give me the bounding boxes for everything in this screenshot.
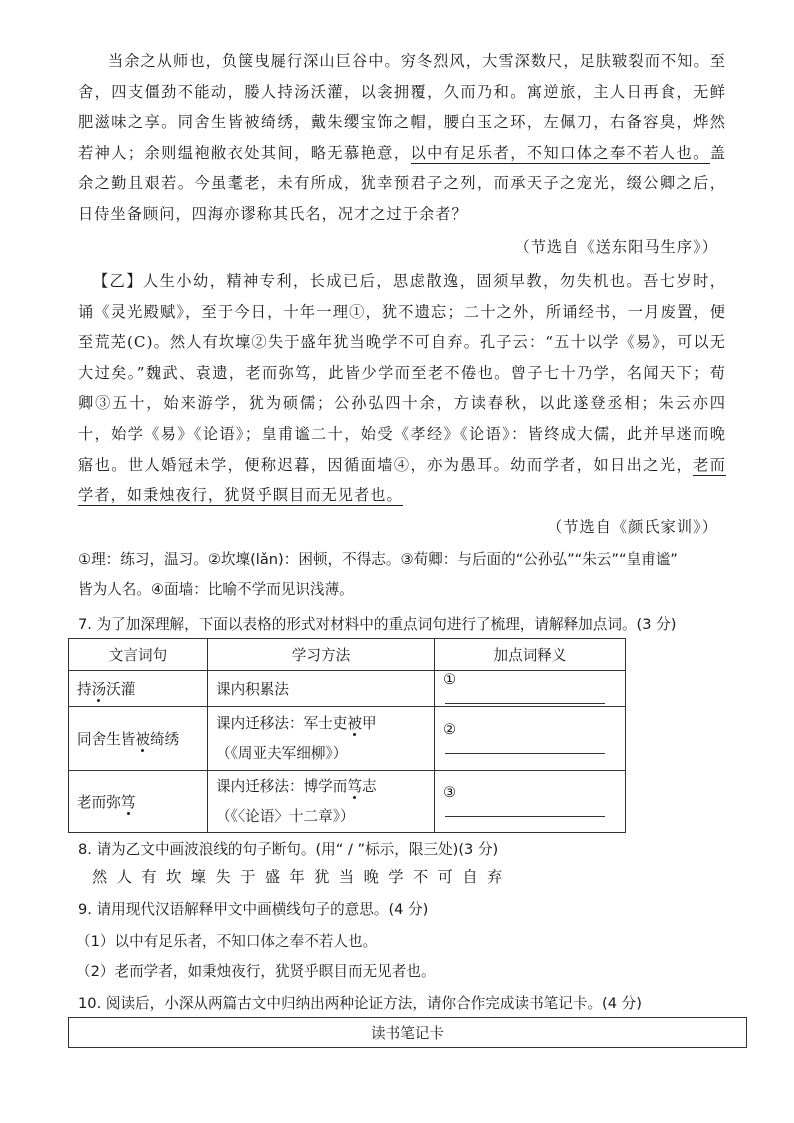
note-line-2: 皆为人名。④面墙：比喻不学而见识浅薄。 [78,581,354,598]
answer-blank-1[interactable] [445,688,605,704]
row1-phrase-post: 沃灌 [106,681,136,698]
row2-phrase-post: 绮绣 [150,731,180,748]
jia-line-6: 顾问，四海亦谬称其氏名，况才之过于余者？ [142,204,468,223]
jia-line-5: 且艰若。今虽耄老，未有所成，犹幸预君子之列，而承天子之宠光，缀公卿之后，日侍坐备 [78,174,726,223]
jia-line-2: 舍，四支僵劲不能动，媵人持汤沃灌，以衾拥覆，久而乃和。寓逆旅，主人日再食，无鲜肥 [78,82,726,132]
header-meaning: 加点词释义 [435,639,626,671]
answer-blank-2[interactable] [445,738,605,754]
jia-source: （节选自《送东阳马生序》） [514,238,718,256]
yi-underlined-sentence-b: 如秉烛夜行，犹贤乎瞑目而无见者也。 [126,486,403,505]
yi-underlined-sentence-a: 老而学者， [78,455,726,505]
row2-number: ② [443,721,457,738]
row1-phrase-pre: 持 [77,681,92,698]
row1-dotted-word: 汤 [91,681,107,698]
jia-line-3: 滋味之享。同舍生皆被绮绣，戴朱缨宝饰之帽，腰白玉之环，左佩刀，右备容臭，烨然若神 [78,113,726,162]
row3-phrase [69,771,208,833]
yi-line-3: 至荒芜(C)。然人有坎壈②失于盛年犹当晚学不可自弃。孔子云：“五十以学《易》，可以无 [78,333,726,352]
row3-dotted-word: 笃 [120,794,136,811]
header-method: 学习方法 [208,639,435,671]
row2-method [208,707,435,771]
q7-table [68,638,626,833]
q9-item-1: （1）以中有足乐者，不知口体之奉不若人也。 [76,933,378,950]
table-header-row [69,639,626,671]
row3-phrase-pre: 老而弥 [77,794,121,811]
row3-number: ③ [443,784,457,801]
jia-passage [78,46,726,230]
jia-line-1: 当余之从师也，负箧曳屣行深山巨谷中。穷冬烈风，大雪深数尺，足肤皲裂而不知。至 [108,52,726,70]
row2-dotted-word: 被 [135,731,150,748]
row3-method-dotted-word: 笃 [347,777,362,795]
note-line-1: ①理：练习，温习。②坎壈(lǎn)：困顿，不得志。③荀卿：与后面的“公孙弘”“朱云”“皇甫谧” [78,551,678,568]
yi-line-7a: 也。世人婚冠未学，便称迟暮，因循面墙④，亦为愚耳。幼而学者，如日出之光， [94,455,694,474]
table-row [69,771,626,833]
row3-method-source: （《〈论语〉十二章》） [216,807,355,825]
row1-answer [435,671,626,707]
yi-line-1: 人生小幼，精神专利，长成已后，思虑散逸，固须早教，勿失机也。吾七岁时， [143,272,727,290]
yi-line-6: 始学《易》《论语》；皇甫谧二十，始受《孝经》《论语》：皆终成大儒，此并早迷而晚寤 [78,424,726,474]
yi-line-4: 大过矣。”魏武、袁遗，老而弥笃，此皆少学而至老不倦也。曾子七十乃学，名闻天下；荀 [78,363,726,382]
yi-line-5: 卿③五十，始来游学，犹为硕儒；公孙弘四十余，方读春秋，以此遂登丞相；朱云亦四十， [78,394,726,443]
yi-source: （节选自《颜氏家训》） [546,518,718,536]
header-phrase: 文言词句 [69,639,208,671]
row2-answer [435,707,626,771]
table-row [69,707,626,771]
reading-note-card: 读书笔记卡 [68,1017,747,1048]
q9-item-2: （2）老而学者，如秉烛夜行，犹贤乎瞑目而无见者也。 [76,963,436,980]
row2-method-dotted-word: 被 [347,714,362,732]
answer-blank-3[interactable] [445,801,605,817]
question-7: 7. 为了加深理解，下面以表格的形式对材料中的重点词句进行了梳理，请解释加点词。(3 分) [78,616,677,633]
question-8: 8. 请为乙文中画波浪线的句子断句。(用“ / ”标示，限三处)(3 分) [78,841,499,858]
row2-method-post: 甲 [361,714,377,732]
question-9: 9. 请用现代汉语解释甲文中画横线句子的意思。(4 分) [78,901,429,918]
table-row [69,671,626,707]
yi-label: 【乙】 [93,272,144,290]
row3-method-pre: 课内迁移法：博学而 [216,777,348,795]
row2-method-pre: 课内迁移法：军士吏 [216,714,348,732]
yi-passage [78,266,726,511]
row3-method-post: 志 [361,777,377,795]
q8-sentence[interactable]: 然人有坎壈失于盛年犹当晚学不可自弃 [92,868,512,886]
row1-phrase [69,671,208,707]
yi-line-2: 诵《灵光殿赋》，至于今日，十年一理①，犹不遗忘；二十之外，所诵经书，一月废置，便 [78,302,726,321]
jia-line-4a: 人；余则缊袍敝衣处其间，略无慕艳意， [111,143,411,162]
row3-answer [435,771,626,833]
jia-underlined-sentence: 以中有足乐者，不知口体之奉不若人也。 [410,143,710,162]
row1-method: 课内积累法 [208,671,435,707]
row2-phrase [69,707,208,771]
row2-phrase-pre: 同舍生皆 [77,731,136,748]
jia-line-4c: 盖余之勤 [78,143,726,193]
question-10: 10. 阅读后，小深从两篇古文中归纳出两种论证方法，请你合作完成读书笔记卡。(4 分) [78,995,642,1012]
row2-method-source: （《周亚夫军细柳》） [216,744,348,762]
row1-number: ① [443,671,457,688]
row3-method [208,771,435,833]
